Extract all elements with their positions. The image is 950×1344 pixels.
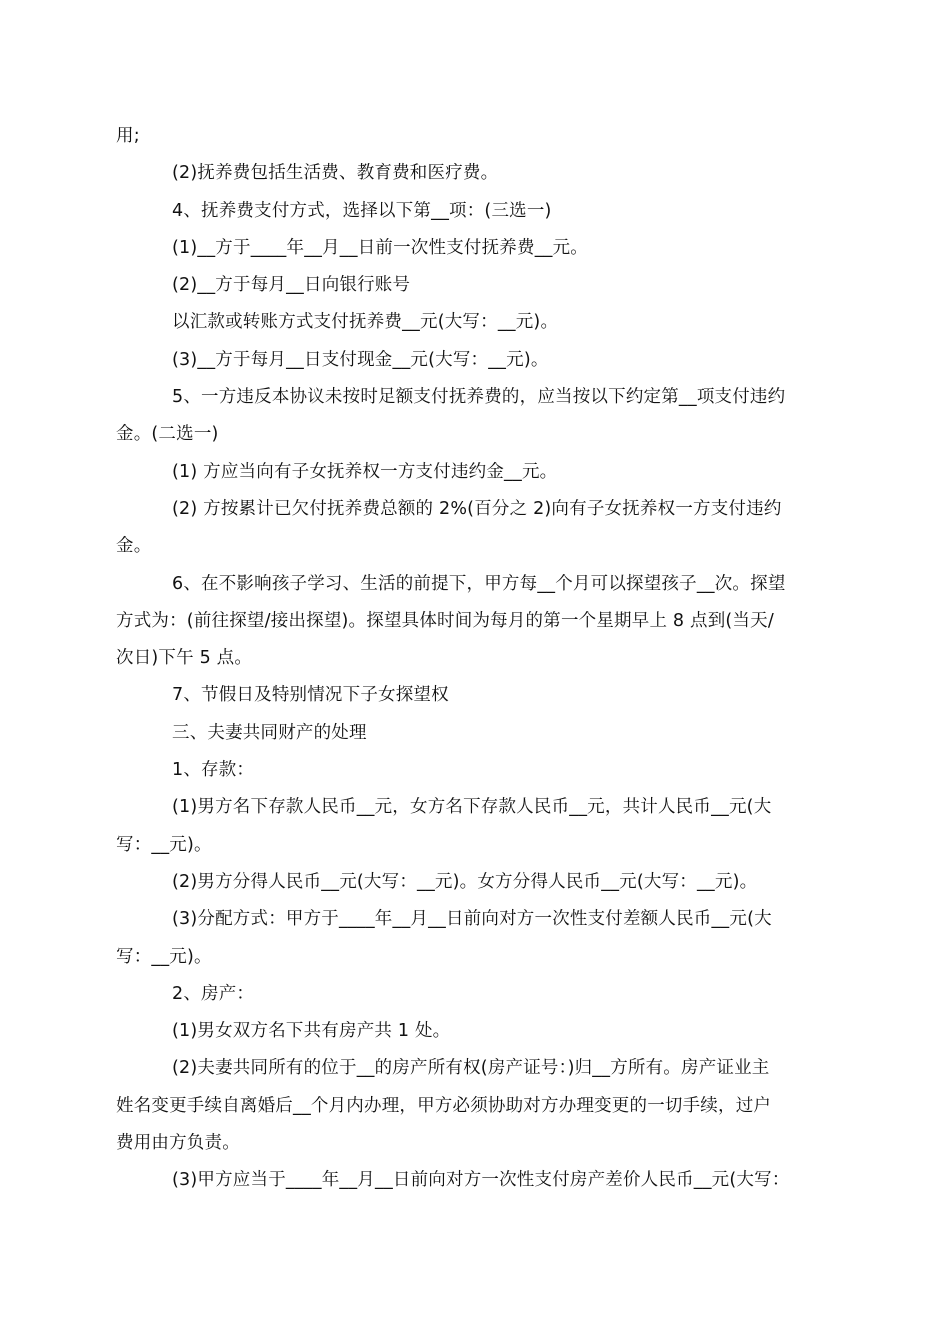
text-line: 写：__元)。 [116, 946, 212, 967]
text-line: 费用由方负责。 [116, 1133, 240, 1154]
text-line: (2)夫妻共同所有的位于__的房产所有权(房产证号：)归__方所有。房产证业主 [172, 1058, 770, 1079]
text-line: (1)男方名下存款人民币__元，女方名下存款人民币__元，共计人民币__元(大 [172, 797, 772, 818]
text-line: (1) 方应当向有子女抚养权一方支付违约金__元。 [172, 461, 558, 482]
text-line: 写：__元)。 [116, 834, 212, 855]
text-line: 金。 [116, 536, 152, 557]
text-line: 7、节假日及特别情况下子女探望权 [172, 685, 449, 706]
text-line: (2)抚养费包括生活费、教育费和医疗费。 [172, 163, 499, 184]
text-line: 方式为：(前往探望/接出探望)。探望具体时间为每月的第一个星期早上 8 点到(当天/ [116, 610, 774, 631]
text-line: (1)__方于____年__月__日前一次性支付抚养费__元。 [172, 237, 588, 258]
text-line: (3)__方于每月__日支付现金__元(大写：__元)。 [172, 349, 549, 370]
text-line: 三、夫妻共同财产的处理 [172, 722, 367, 743]
text-line: (3)甲方应当于____年__月__日前向对方一次性支付房产差价人民币__元(大写： [172, 1170, 790, 1191]
document-body [116, 118, 836, 1200]
text-line: (2)__方于每月__日向银行账号 [172, 275, 411, 296]
text-line: 4、抚养费支付方式，选择以下第__项：(三选一) [172, 200, 552, 221]
text-line: (2) 方按累计已欠付抚养费总额的 2%(百分之 2)向有子女抚养权一方支付违约 [172, 498, 782, 519]
text-line: 金。(二选一) [116, 424, 219, 445]
text-line: 6、在不影响孩子学习、生活的前提下，甲方每__个月可以探望孩子__次。探望 [172, 573, 786, 594]
text-line: 以汇款或转账方式支付抚养费__元(大写：__元)。 [172, 312, 559, 333]
text-line: 用; [116, 126, 140, 146]
text-line: 次日)下午 5 点。 [116, 648, 253, 669]
text-line: 姓名变更手续自离婚后__个月内办理，甲方必须协助对方办理变更的一切手续，过户 [116, 1095, 772, 1116]
text-line: 5、一方违反本协议未按时足额支付抚养费的，应当按以下约定第__项支付违约 [172, 387, 786, 408]
text-line: 1、存款： [172, 760, 255, 781]
text-line: (3)分配方式：甲方于____年__月__日前向对方一次性支付差额人民币__元(大 [172, 909, 772, 930]
text-line: (2)男方分得人民币__元(大写：__元)。女方分得人民币__元(大写：__元)。 [172, 871, 758, 892]
text-line: 2、房产： [172, 983, 255, 1004]
text-line: (1)男女双方名下共有房产共 1 处。 [172, 1021, 451, 1042]
